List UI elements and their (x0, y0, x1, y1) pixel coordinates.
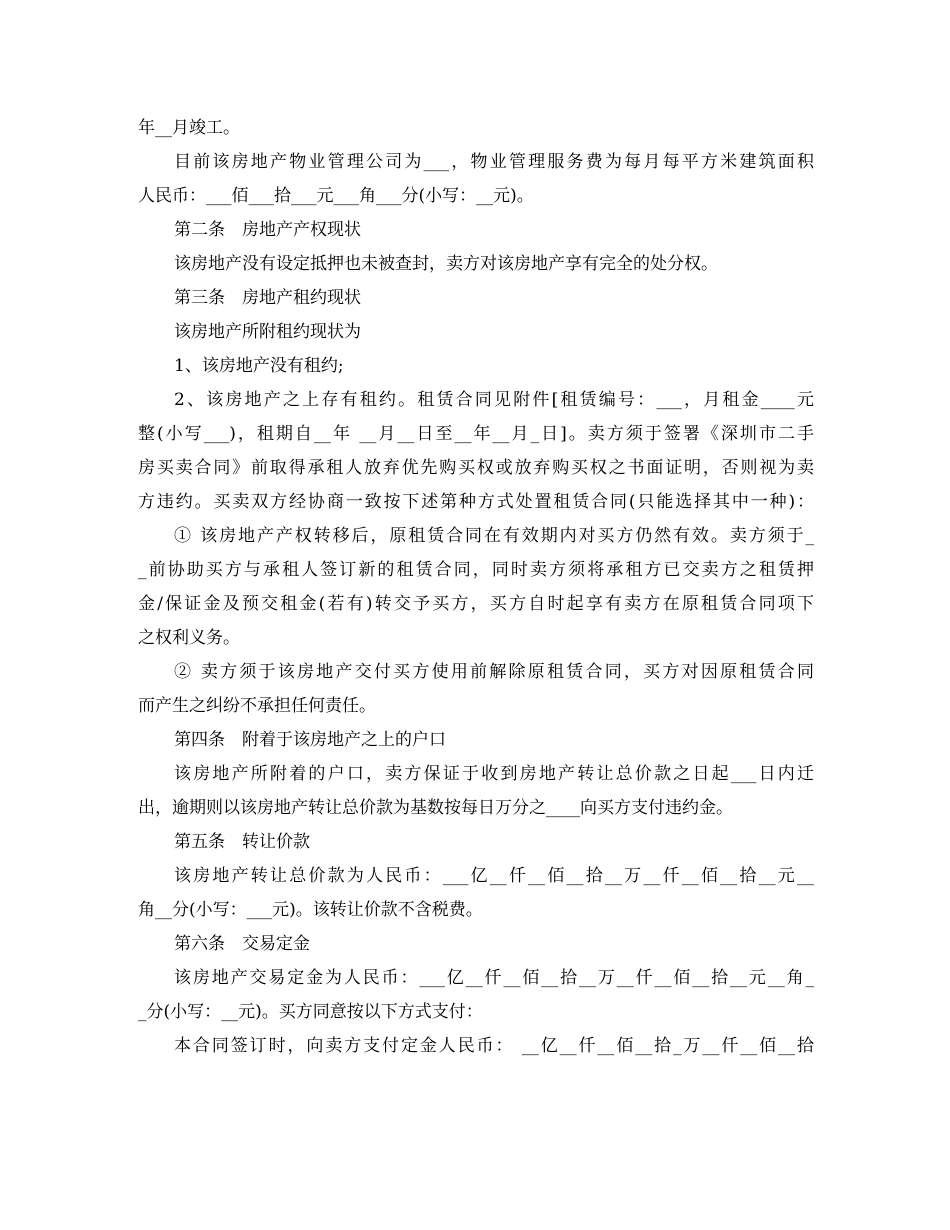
text-line: ① 该房地产产权转移后，原租赁合同在有效期内对买方仍然有效。卖方须于_ (174, 526, 814, 546)
text-line: 方违约。买卖双方经协商一致按下述第种方式处置租赁合同(只能选择其中一种)： (138, 492, 814, 512)
text-line: 金/保证金及预交租金(若有)转交予买方，买方自时起享有卖方在原租赁合同项下 (138, 594, 814, 614)
text-line: 整(小写___)，租期自__年 __月__日至__年__月_日]。卖方须于签署《深圳市二手 (138, 424, 814, 444)
text-line: 目前该房地产物业管理公司为___，物业管理服务费为每月每平方米建筑面积 (174, 152, 814, 172)
clause-heading: 第二条 房地产产权现状 (174, 220, 361, 240)
text-line: 该房地产转让总价款为人民币：___亿__仟__佰__拾__万__仟__佰__拾__元__ (174, 866, 814, 886)
text-line: 年__月竣工。 (138, 118, 240, 138)
clause-heading: 第四条 附着于该房地产之上的户口 (174, 730, 446, 750)
text-line: 角__分(小写：___元)。该转让价款不含税费。 (138, 900, 483, 920)
document-body (138, 111, 814, 1063)
clause-heading: 第三条 房地产租约现状 (174, 288, 361, 308)
text-line: 房买卖合同》前取得承租人放弃优先购买权或放弃购买权之书面证明，否则视为卖 (138, 458, 814, 478)
text-line: 2、该房地产之上存有租约。租赁合同见附件[租赁编号：___，月租金____元 (174, 390, 814, 410)
document-page (138, 111, 814, 1063)
text-line: 出，逾期则以该房地产转让总价款为基数按每日万分之____向买方支付违约金。 (138, 798, 733, 818)
text-line: 本合同签订时，向卖方支付定金人民币： __亿__仟__佰__拾_万__仟__佰__拾 (174, 1036, 814, 1056)
text-line: ② 卖方须于该房地产交付买方使用前解除原租赁合同，买方对因原租赁合同 (174, 662, 814, 682)
text-line: _分(小写：__元)。买方同意按以下方式支付： (138, 1002, 483, 1022)
text-line: _前协助买方与承租人签订新的租赁合同，同时卖方须将承租方已交卖方之租赁押 (138, 560, 814, 580)
text-line: 之权利义务。 (138, 628, 240, 648)
text-line: 该房地产交易定金为人民币：___亿__仟__佰__拾__万__仟__佰__拾__元__角_ (174, 968, 814, 988)
text-line: 1、该房地产没有租约; (174, 356, 344, 376)
text-line: 人民币：___佰___拾___元___角___分(小写：__元)。 (138, 186, 534, 206)
text-line: 该房地产所附着的户口，卖方保证于收到房地产转让总价款之日起___日内迁 (174, 764, 814, 784)
text-line: 该房地产所附租约现状为 (174, 322, 361, 342)
clause-heading: 第五条 转让价款 (174, 832, 310, 852)
text-line: 该房地产没有设定抵押也未被查封，卖方对该房地产享有完全的处分权。 (174, 254, 718, 274)
clause-heading: 第六条 交易定金 (174, 934, 310, 954)
text-line: 而产生之纠纷不承担任何责任。 (138, 696, 376, 716)
